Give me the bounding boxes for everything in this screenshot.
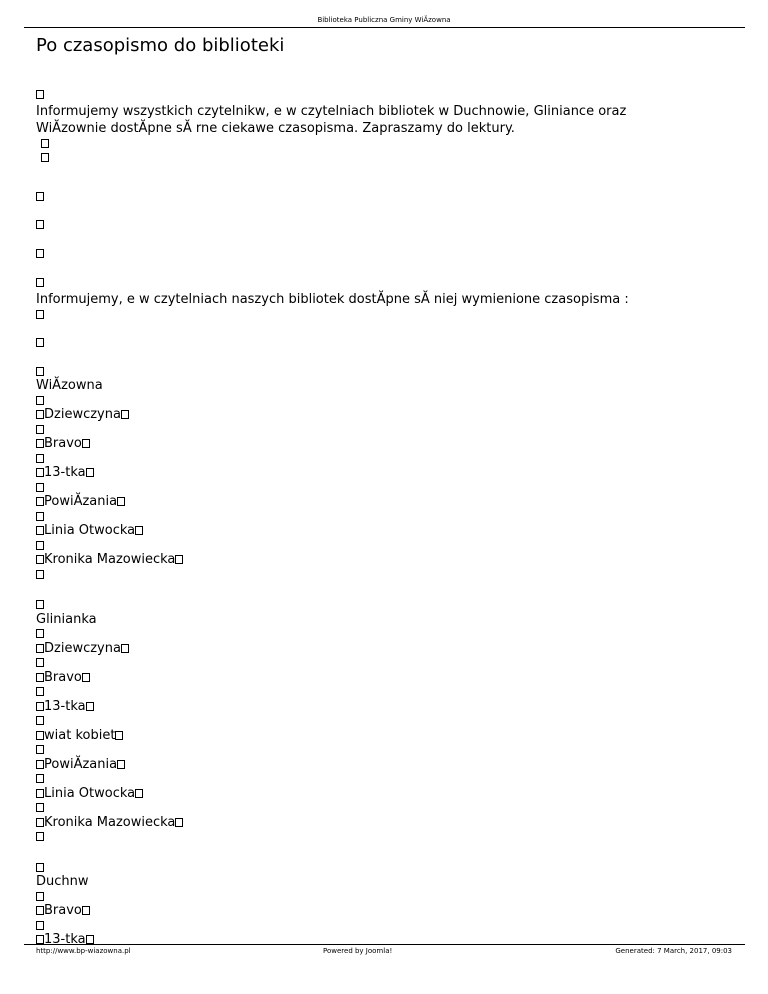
magazine-item (36, 700, 736, 715)
missing-glyph-icon (36, 497, 44, 506)
missing-glyph-icon (36, 629, 44, 638)
empty-paragraph (36, 452, 736, 467)
empty-paragraph (36, 247, 736, 262)
library-list (36, 365, 736, 948)
magazine-title: Linia Otwocka (44, 785, 136, 801)
empty-paragraph (36, 801, 736, 816)
magazine-item (36, 787, 736, 802)
intro-line-3: Informujemy, e w czytelniach naszych bibliotek dostĂpne sĂ niej wymienione czasopisma : (36, 291, 629, 307)
missing-glyph-icon (36, 338, 44, 347)
missing-glyph-icon (36, 483, 44, 492)
missing-glyph-icon (36, 526, 44, 535)
missing-glyph-icon (36, 512, 44, 521)
missing-glyph-icon (36, 789, 44, 798)
intro-line-2: WiĂzownie dostĂpne sĂ rne ciekawe czasopisma. Zapraszamy do lektury. (36, 120, 515, 136)
empty-paragraph (36, 627, 736, 642)
empty-paragraph (36, 685, 736, 700)
missing-glyph-icon (36, 745, 44, 754)
magazine-item (36, 933, 736, 948)
footer-generated: Generated: 7 March, 2017, 09:03 (615, 947, 732, 955)
missing-glyph-icon (36, 863, 44, 872)
empty-paragraph (36, 190, 736, 205)
missing-glyph-icon (36, 906, 44, 915)
magazine-item (36, 729, 736, 744)
empty-paragraph (36, 137, 736, 152)
magazine-title: PowiĂzania (44, 494, 118, 509)
article-title: Po czasopismo do biblioteki (36, 35, 285, 56)
magazine-item (36, 524, 736, 539)
empty-paragraph (36, 539, 736, 554)
missing-glyph-icon (36, 935, 44, 944)
missing-glyph-icon (36, 249, 44, 258)
empty-paragraph (36, 598, 736, 613)
magazine-item (36, 495, 736, 510)
missing-glyph-icon (36, 702, 44, 711)
missing-glyph-icon (36, 439, 44, 448)
missing-glyph-icon (86, 702, 94, 711)
empty-paragraph (36, 743, 736, 758)
missing-glyph-icon (121, 410, 129, 419)
missing-glyph-icon (175, 818, 183, 827)
missing-glyph-icon (36, 832, 44, 841)
header-divider (24, 27, 745, 28)
empty-paragraph (36, 88, 736, 103)
missing-glyph-icon (82, 906, 90, 915)
missing-glyph-icon (82, 439, 90, 448)
empty-paragraph (36, 394, 736, 409)
missing-glyph-icon (36, 892, 44, 901)
missing-glyph-icon (36, 396, 44, 405)
empty-paragraph (36, 772, 736, 787)
missing-glyph-icon (36, 687, 44, 696)
magazine-item (36, 466, 736, 481)
missing-glyph-icon (36, 716, 44, 725)
missing-glyph-icon (36, 468, 44, 477)
missing-glyph-icon (135, 789, 143, 798)
magazine-title: 13-tka (44, 465, 86, 480)
magazine-item (36, 904, 736, 919)
empty-paragraph (36, 151, 736, 166)
magazine-title: 13-tka (44, 932, 86, 947)
magazine-title: PowiĂzania (44, 756, 118, 772)
library-name: Duchnw (36, 874, 89, 889)
magazine-title: Dziewczyna (44, 640, 121, 656)
missing-glyph-icon (117, 760, 125, 769)
missing-glyph-icon (135, 526, 143, 535)
footer-url: http://www.bp-wiazowna.pl (36, 947, 131, 955)
missing-glyph-icon (36, 658, 44, 667)
magazine-item (36, 553, 736, 568)
intro-line-1: Informujemy wszystkich czytelnikw, e w czytelniach bibliotek w Duchnowie, Gliniance oraz (36, 103, 627, 119)
missing-glyph-icon (36, 673, 44, 682)
empty-paragraph (36, 365, 736, 380)
missing-glyph-icon (115, 731, 123, 740)
library-name: Glinianka (36, 611, 97, 627)
magazine-title: 13-tka (44, 698, 86, 714)
missing-glyph-icon (86, 935, 94, 944)
magazine-title: Bravo (44, 436, 82, 451)
magazine-item (36, 758, 736, 773)
article-body (36, 88, 736, 948)
footer-powered-by: Powered by Joomla! (323, 947, 393, 955)
magazine-title: Kronika Mazowiecka (44, 552, 176, 567)
library-name: WiĂzowna (36, 378, 103, 393)
empty-paragraph (36, 423, 736, 438)
magazine-item (36, 408, 736, 423)
missing-glyph-icon (36, 220, 44, 229)
site-header: Biblioteka Publiczna Gminy WiĂzowna (317, 16, 451, 24)
missing-glyph-icon (36, 803, 44, 812)
missing-glyph-icon (36, 90, 44, 99)
magazine-item (36, 816, 736, 831)
missing-glyph-icon (36, 921, 44, 930)
magazine-title: wiat kobiet (44, 727, 116, 743)
missing-glyph-icon (86, 468, 94, 477)
empty-paragraph (36, 656, 736, 671)
missing-glyph-icon (36, 454, 44, 463)
missing-glyph-icon (36, 774, 44, 783)
empty-paragraph (36, 510, 736, 525)
missing-glyph-icon (36, 760, 44, 769)
missing-glyph-icon (175, 555, 183, 564)
footer-divider (24, 944, 745, 945)
missing-glyph-icon (36, 367, 44, 376)
missing-glyph-icon (36, 410, 44, 419)
missing-glyph-icon (41, 153, 49, 162)
missing-glyph-icon (36, 541, 44, 550)
magazine-title: Kronika Mazowiecka (44, 814, 176, 830)
empty-paragraph (36, 830, 736, 845)
missing-glyph-icon (121, 644, 129, 653)
empty-paragraph (36, 861, 736, 876)
missing-glyph-icon (36, 425, 44, 434)
empty-paragraph (36, 276, 736, 291)
magazine-item (36, 437, 736, 452)
empty-paragraph (36, 308, 736, 323)
magazine-title: Linia Otwocka (44, 523, 136, 538)
missing-glyph-icon (41, 139, 49, 148)
missing-glyph-icon (36, 570, 44, 579)
missing-glyph-icon (36, 278, 44, 287)
empty-paragraph (36, 919, 736, 934)
missing-glyph-icon (82, 673, 90, 682)
empty-paragraph (36, 336, 736, 351)
empty-paragraph (36, 714, 736, 729)
missing-glyph-icon (36, 192, 44, 201)
missing-glyph-icon (36, 818, 44, 827)
missing-glyph-icon (36, 600, 44, 609)
empty-paragraph (36, 890, 736, 905)
magazine-title: Dziewczyna (44, 407, 121, 422)
empty-paragraph (36, 218, 736, 233)
missing-glyph-icon (36, 310, 44, 319)
missing-glyph-icon (117, 497, 125, 506)
magazine-title: Bravo (44, 669, 82, 685)
empty-paragraph (36, 481, 736, 496)
empty-paragraph (36, 568, 736, 583)
missing-glyph-icon (36, 731, 44, 740)
magazine-item (36, 642, 736, 657)
magazine-item (36, 671, 736, 686)
missing-glyph-icon (36, 644, 44, 653)
missing-glyph-icon (36, 555, 44, 564)
magazine-title: Bravo (44, 903, 82, 918)
